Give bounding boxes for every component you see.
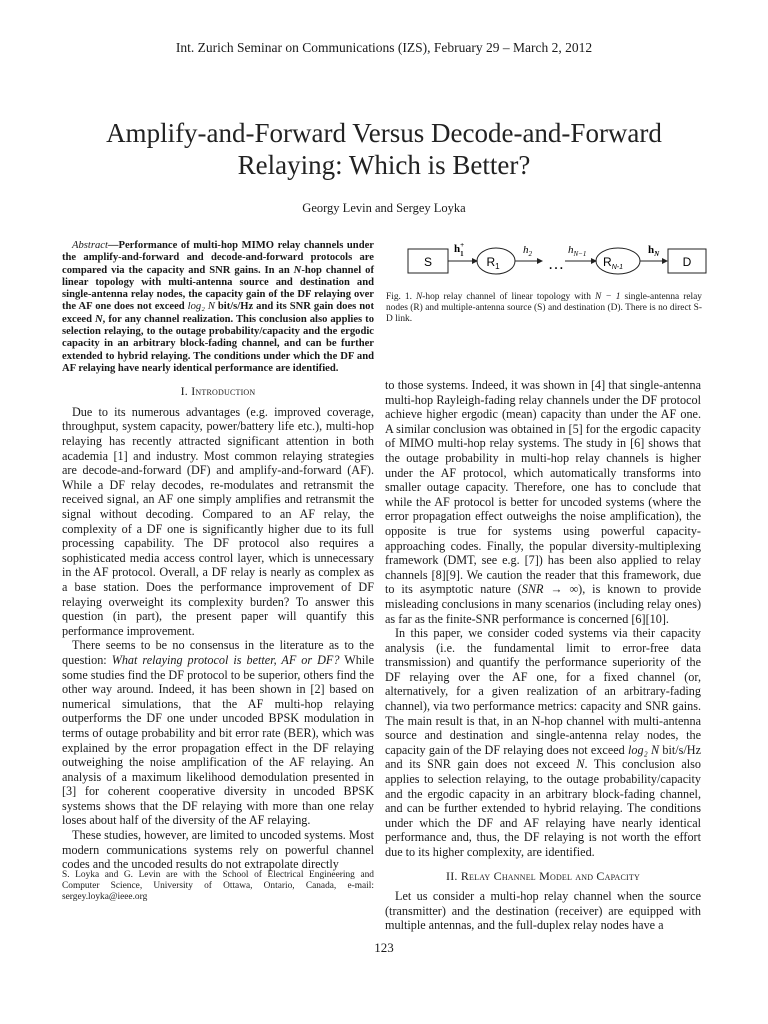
channel-label-hn: $h_N$ [648, 244, 660, 258]
relay-node-n-1-label: $R_{N-1}$ [603, 255, 623, 271]
author-footnote: S. Loyka and G. Levin are with the School of Electrical Engineering and Computer Science, University of Ottawa, Ontario, Canada, e-mail: sergey.loyka@ieee.org [62, 870, 374, 902]
channel-label-h1: h+ 1 [454, 241, 465, 258]
channel-label-hn1: $h_{N-1}$ [568, 244, 587, 258]
intro-paragraph-3: These studies, however, are limited to uncoded systems. Most modern communications systems rely on powerful channel codes and the uncoded results do not extrapolate directly [62, 828, 374, 872]
section-heading-introduction: I. Introduction [180, 384, 256, 399]
research-question: What relaying protocol is better, AF or DF? [111, 652, 340, 667]
channel-label-h2: $h_2$ [523, 244, 532, 258]
title-line-1: Amplify-and-Forward Versus Decode-and-Forward [106, 118, 662, 148]
relay-node-1-label: $R_1$ [486, 255, 500, 271]
ellipsis: … [548, 256, 564, 273]
figure-caption: Fig. 1. N-hop relay channel of linear topology with N − 1 single-antenna relay nodes (R) and multiple-antenna source (S) and destination (D). There is no direct S-D link. [386, 292, 702, 324]
conference-header: Int. Zurich Seminar on Communications (IZS), February 29 – March 2, 2012 [175, 40, 593, 55]
intro-paragraph-1: Due to its numerous advantages (e.g. improved coverage, throughput, system capacity, power/battery life etc.), multi-hop relaying has recently attracted significant attention in both academia [1] and industry. Most common relaying strategies are decode-and-forward (DF) and amplify-and-forward (AF). While a DF relay decodes, re-modulates and retransmit the received signal, an AF one simply amplifies and retransmit the signal without decoding. Compared to an AF relay, the complexity of a DF one is significantly higher due to its full processing capability. The DF protocol also requires a sophisticated media access control layer, which is unnecessary in the AF protocol. Overall, a DF relay is nearly as complex as a base station. Does the performance improvement of DF relaying overweight its complexity burden? To answer this question (in part), the present paper will quantify this performance improvement. [62, 404, 374, 638]
left-column [62, 240, 374, 872]
intro-paragraph-2: There seems to be no consensus in the literature as to the question: What relaying protocol is better, AF or DF? While some studies find the DF protocol to be superior, others find the other way around. Indeed, it has been shown in [2] based on numerical simulations, that the AF multi-hop relaying outperforms the DF one under uncoded BPSK modulation in terms of outage probability and bit error rate (BER), which was explained by the error propagation effect in the DF relaying outweighing the noise amplification of the AF relaying. An analysis of a maximum likelihood demodulation presented in [3] for coherent cooperative diversity in uncoded BPSK systems shows that the DF relaying with more than one relay loses about half of the diversity of the AF relaying. [62, 638, 375, 828]
authors: Georgy Levin and Sergey Loyka [302, 201, 466, 215]
abstract-lead: Abstract [72, 240, 108, 251]
right-paragraph-3: Let us consider a multi-hop relay channel when the source (transmitter) and the destination (receiver) are equipped with multiple antennas, and the full-duplex relay nodes have a [385, 889, 701, 933]
page-number: 123 [374, 940, 394, 955]
right-column [385, 378, 701, 933]
paper-title [40, 117, 728, 181]
destination-node-label: D [682, 255, 692, 269]
source-node-label: S [423, 255, 433, 269]
right-paragraph-2: In this paper, we consider coded systems via their capacity analysis (i.e. the fundamental limit to error-free data transmission) and quantify the performance superiority of the DF relaying over the AF one, for a fixed channel (or, alternatively, for a given realization of an arbitrary-fading channel), via two performance metrics: capacity and SNR gains. The main result is that, in an N-hop channel with multi-antenna source and destination and single-antenna relay nodes, the capacity gain of the DF relaying does not exceed log₂ N bit/s/Hz and its SNR gain does not exceed N. This conclusion also applies to selection relaying, to the outage probability/capacity and the ergodic capacity in an arbitrary block-fading channel, and can be further extended to hybrid relaying. The conditions under which the DF and AF relaying have nearly identical performance and, thus, the DF relaying is not worth the effort due to its higher complexity, are identified. [385, 626, 701, 859]
abstract: Abstract—Performance of multi-hop MIMO relay channels under the amplify-and-forward and decode-and-forward protocols are compared via the capacity and SNR gains. In an N-hop channel of linear topology with multi-antenna source and destination and single-antenna relay nodes, the capacity gain of the DF relaying over the AF one does not exceed log₂ N bit/s/Hz and its SNR gain does not exceed N, for any channel realization. This conclusion also applies to selection relaying, to the outage probability/capacity and the ergodic capacity in an arbitrary block-fading channel, and can be further extended to hybrid relaying. The conditions under which the DF and AF relaying have nearly identical performance are identified. [62, 240, 374, 374]
title-line-2: Relaying: Which is Better? [237, 150, 531, 180]
section-heading-relay-channel-model: II. Relay Channel Model and Capacity [446, 868, 640, 883]
right-paragraph-1: to those systems. Indeed, it was shown in [4] that single-antenna multi-hop Rayleigh-fading relay channels under the DF protocol achieve higher ergodic (mean) capacity than under the AF one. A similar conclusion was obtained in [5] for the ergodic capacity of MIMO multi-hop relay systems. The study in [6] shows that the outage probability in multi-hop relay channels is higher under the AF protocol, which automatically transforms into smaller outage capacity. Therefore, one has to conclude that while the AF protocol is better for uncoded systems (where the error propagation effect outweighs the noise amplification), the opposite is true for systems using powerful capacity-approaching codes. Finally, the popular diversity-multiplexing framework (DMT, see e.g. [7]) has been also applied to relay channels [8][9]. We caution the reader that this framework, due to its asymptotic nature (SNR → ∞), is known to provide misleading conclusions in many scenarios (including relay ones) as far as the finite-SNR performance is concerned [6][10]. [385, 378, 701, 626]
relay-channel-figure [398, 236, 708, 296]
